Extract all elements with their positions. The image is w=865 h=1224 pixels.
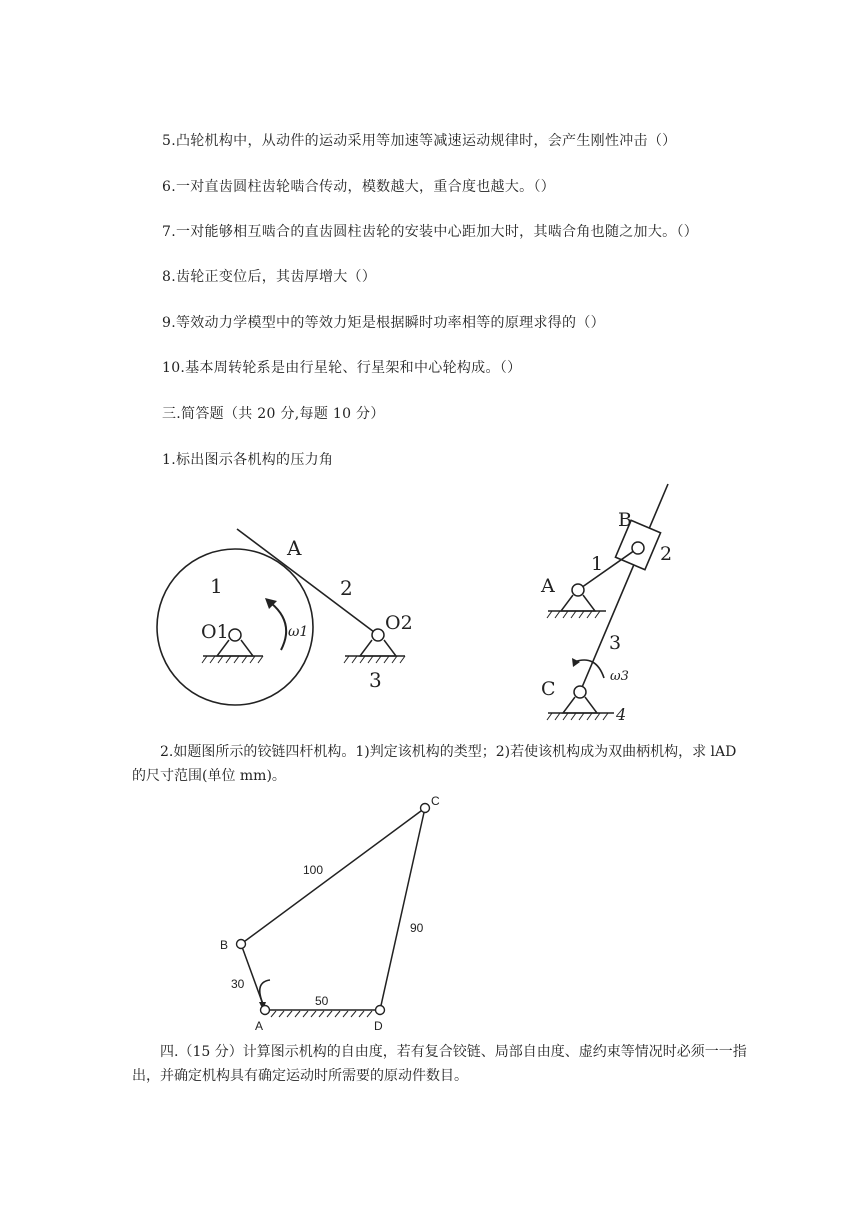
pivot-a [572,584,584,596]
label-o2: O2 [385,612,413,634]
ground-hatch-ad [271,1011,372,1017]
label-a: A [255,1019,264,1033]
label-a: A [541,575,555,597]
label-length-ad: 50 [315,994,329,1008]
label-1: 1 [210,574,223,598]
rotation-arrow-icon [271,603,286,650]
question-8: 8.齿轮正变位后，其齿厚增大（） [162,269,377,285]
joint-d [376,1006,385,1015]
label-3: 3 [369,668,382,692]
joint-c [421,804,430,813]
crank-link-1 [578,548,638,590]
label-b: B [618,509,632,531]
figure-guide-mechanism [530,482,690,727]
label-d: D [374,1019,383,1033]
label-length-ab: 30 [231,977,245,991]
rotation-arrow-icon [260,980,270,1004]
link-cd [380,808,425,1010]
lever-link [237,529,378,635]
label-2: 2 [340,576,353,600]
question-9: 9.等效动力学模型中的等效力矩是根据瞬时功率相等的原理求得的（） [162,315,605,331]
label-b: B [220,938,229,952]
label-omega3: ω3 [610,669,629,684]
ground-hatch-c [547,713,608,720]
link-bc [241,808,425,944]
label-2: 2 [660,543,673,565]
pivot-c [574,686,586,698]
section-3-heading: 三.简答题（共 20 分,每题 10 分） [162,406,385,422]
section-3-question-2: 2.如题图所示的铰链四杆机构。1)判定该机构的类型；2)若使该机构成为双曲柄机构，求 lAD 的尺寸范围(单位 mm)。 [132,744,737,784]
label-1: 1 [591,553,604,575]
question-5: 5.凸轮机构中，从动件的运动采用等加速等减速运动规律时，会产生刚性冲击（） [162,133,677,149]
ground-hatch-o2 [344,656,405,663]
label-length-bc: 100 [303,863,324,877]
pivot-o2 [372,629,384,641]
ground-hatch-o1 [202,656,263,663]
label-c: C [431,794,440,808]
question-6: 6.一对直齿圆柱齿轮啮合传动，模数越大，重合度也越大。（） [162,179,556,195]
ground-hatch-a [547,611,600,618]
joint-b [632,542,644,554]
label-o1: O1 [201,621,229,643]
label-length-cd: 90 [410,921,424,935]
question-7: 7.一对能够相互啮合的直齿圆柱齿轮的安装中心距加大时，其啮合角也随之加大。（） [162,224,699,240]
figure-cam-mechanism [155,525,420,725]
label-4: 4 [616,705,627,724]
label-omega1: ω1 [288,624,309,640]
label-c: C [541,678,556,700]
joint-b [237,940,246,949]
question-10: 10.基本周转轮系是由行星轮、行星架和中心轮构成。（） [162,360,522,376]
joint-a [261,1006,270,1015]
label-3: 3 [609,632,622,654]
section-4-text: 四.（15 分）计算图示机构的自由度，若有复合铰链、局部自由度、虚约束等情况时必须一一指出，并确定机构具有确定运动时所需要的原动件数目。 [132,1044,747,1084]
pivot-o1 [229,629,241,641]
label-a: A [287,536,302,560]
section-3-question-1: 1.标出图示各机构的压力角 [162,452,334,468]
figure-four-bar-linkage [210,790,460,1036]
